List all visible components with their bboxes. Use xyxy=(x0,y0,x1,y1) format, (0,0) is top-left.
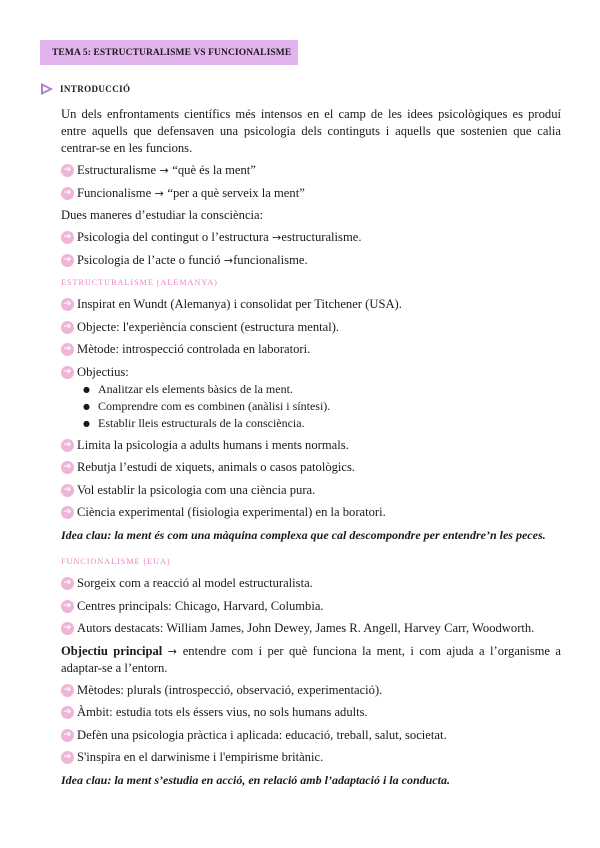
triangle-play-icon xyxy=(40,82,54,96)
estructuralisme-key-idea: Idea clau: la ment és com una màquina complexa que cal descompondre per entendre’n les peces. xyxy=(61,528,546,542)
arrow-circle-icon: ➔ xyxy=(61,577,74,590)
sub-list-item: ● Analitzar els elements bàsics de la ment. xyxy=(83,381,293,396)
list-item: ➔ Psicologia del contingut o l’estructura → estructuralisme. xyxy=(61,229,561,246)
funcionalisme-label: FUNCIONALISME (EUA) xyxy=(61,557,171,566)
objectives-list xyxy=(83,381,561,432)
list-item: ➔ Limita la psicologia a adults humans i ments normals. xyxy=(61,437,561,454)
list-item: ➔ Funcionalisme → “per a què serveix la ment” xyxy=(61,185,561,202)
arrow-circle-icon: ➔ xyxy=(61,321,74,334)
arrow-circle-icon: ➔ xyxy=(61,484,74,497)
intro-heading-text: INTRODUCCIÓ xyxy=(60,84,131,94)
list-item: ➔ Psicologia de l’acte o funció → funcionalisme. xyxy=(61,252,561,269)
estructuralisme-label: ESTRUCTURALISME (ALEMANYA) xyxy=(61,278,218,287)
arrow-circle-icon: ➔ xyxy=(61,439,74,452)
objective-label: Objectiu principal xyxy=(61,643,163,658)
arrow-circle-icon: ➔ xyxy=(61,622,74,635)
list-item: ➔ Objectius: xyxy=(61,364,561,381)
list-item: ➔ Objecte: l'experiència conscient (estructura mental). xyxy=(61,319,561,336)
arrow-circle-icon: ➔ xyxy=(61,729,74,742)
list-item: ➔ Ciència experimental (fisiologia experimental) en la boratori. xyxy=(61,504,561,521)
arrow-circle-icon: ➔ xyxy=(61,164,74,177)
intro-heading xyxy=(40,82,130,96)
sub-list-item: ● Comprendre com es combinen (anàlisi i síntesi). xyxy=(83,398,331,413)
list-item: ➔ Inspirat en Wundt (Alemanya) i consolidat per Titchener (USA). xyxy=(61,296,561,313)
list-item: ➔ Sorgeix com a reacció al model estructuralista. xyxy=(61,575,561,592)
document-body xyxy=(61,106,561,798)
arrow-circle-icon: ➔ xyxy=(61,706,74,719)
list-item: ➔ Àmbit: estudia tots els éssers vius, no sols humans adults. xyxy=(61,704,561,721)
list-item: ➔ S'inspira en el darwinisme i l'empirisme britànic. xyxy=(61,749,561,766)
arrow-circle-icon: ➔ xyxy=(61,254,74,267)
arrow-circle-icon: ➔ xyxy=(61,231,74,244)
arrow-circle-icon: ➔ xyxy=(61,751,74,764)
intro-paragraph: Un dels enfrontaments científics més intensos en el camp de les idees psicològiques es produí entre aquells que defensaven una psicologia dels continguts i aquells que sostenien que calia centrar-se en les funcions. xyxy=(61,107,561,155)
list-item: ➔ Mètodes: plurals (introspecció, observació, experimentació). xyxy=(61,682,561,699)
funcionalisme-key-idea: Idea clau: la ment s’estudia en acció, en relació amb l’adaptació i la conducta. xyxy=(61,773,450,787)
list-item: ➔ Mètode: introspecció controlada en laboratori. xyxy=(61,341,561,358)
list-item: ➔ Estructuralisme → “què és la ment” xyxy=(61,162,561,179)
arrow-circle-icon: ➔ xyxy=(61,187,74,200)
arrow-circle-icon: ➔ xyxy=(61,684,74,697)
list-item: ➔ Rebutja l’estudi de xiquets, animals o casos patològics. xyxy=(61,459,561,476)
list-item: ➔ Centres principals: Chicago, Harvard, Columbia. xyxy=(61,598,561,615)
list-item: ➔ Vol establir la psicologia com una ciència pura. xyxy=(61,482,561,499)
arrow-circle-icon: ➔ xyxy=(61,600,74,613)
arrow-circle-icon: ➔ xyxy=(61,298,74,311)
objective-paragraph: Objectiu principal → entendre com i per què funciona la ment, i com ajuda a l’organisme a adaptar-se a l’entorn. xyxy=(61,643,561,675)
arrow-circle-icon: ➔ xyxy=(61,343,74,356)
list-item: ➔ Autors destacats: William James, John Dewey, James R. Angell, Harvey Carr, Woodworth. xyxy=(61,620,561,637)
arrow-circle-icon: ➔ xyxy=(61,366,74,379)
page-title: TEMA 5: ESTRUCTURALISME VS FUNCIONALISME xyxy=(40,40,298,65)
ways-label: Dues maneres d’estudiar la consciència: xyxy=(61,208,264,222)
list-item: ➔ Defèn una psicologia pràctica i aplicada: educació, treball, salut, societat. xyxy=(61,727,561,744)
arrow-circle-icon: ➔ xyxy=(61,506,74,519)
sub-list-item: ● Establir lleis estructurals de la consciència. xyxy=(83,415,305,430)
arrow-circle-icon: ➔ xyxy=(61,461,74,474)
